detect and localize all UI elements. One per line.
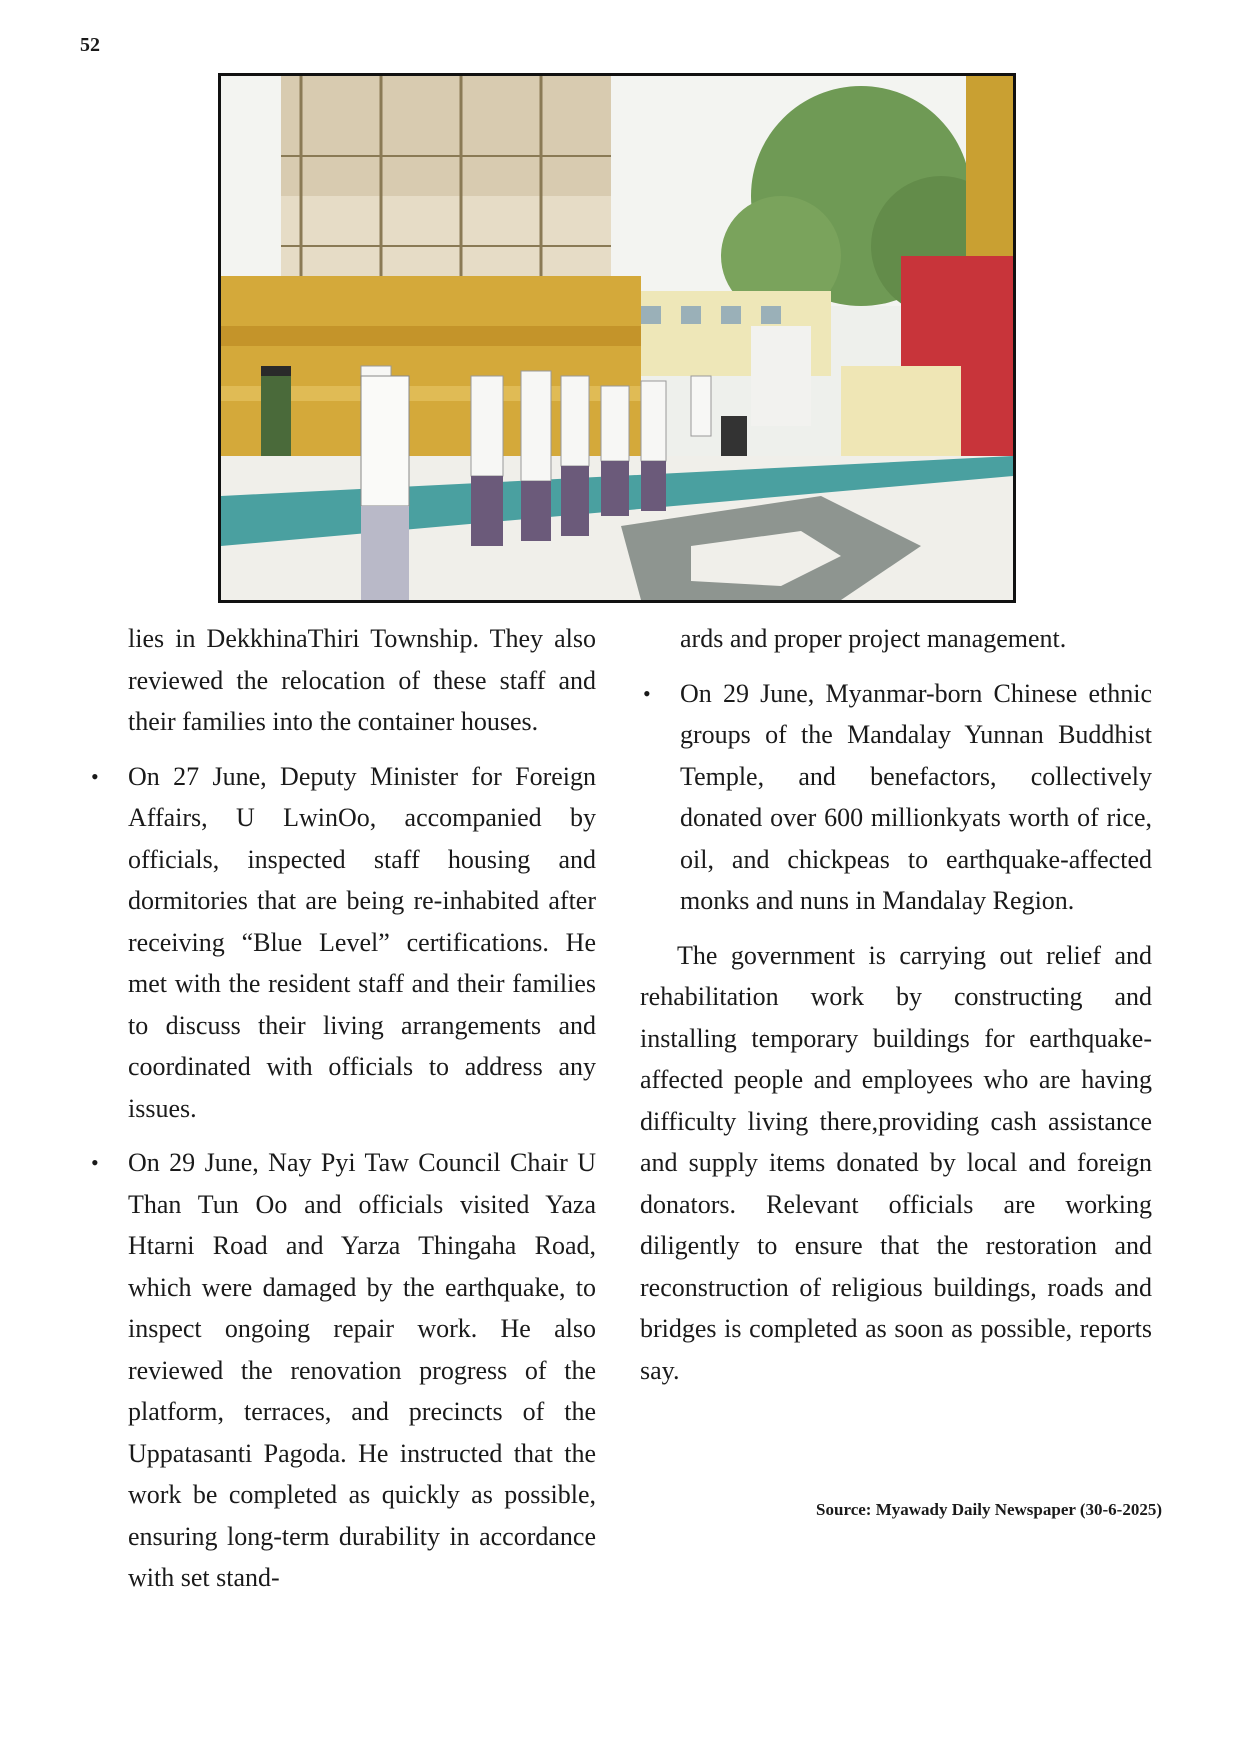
right-column	[640, 618, 1152, 1391]
left-continuation-paragraph: lies in DekkhinaThiri Township. They also reviewed the relocation of these staff and their families into the container houses.	[128, 624, 596, 736]
bullet-text: On 27 June, Deputy Minister for Foreign Affairs, U LwinOo, accompanied by officials, inspected staff housing and dormitories that are being re-inhabited after receiving “Blue Level” certifications. He met with the resident staff and their families to discuss their living arrangements and coordinated with officials to address any issues.	[128, 761, 596, 1123]
source-citation: Source: Myawady Daily Newspaper (30-6-2025)	[816, 1500, 1162, 1519]
bullet-item	[88, 1142, 596, 1599]
body-paragraph: The government is carrying out relief and rehabilitation work by constructing and installing temporary buildings for earthquake-affected people and employees who are having difficulty living there,providing cash assistance and supply items donated by local and foreign donators. Relevant officials are working diligently to ensure that the restoration and reconstruction of religious buildings, roads and bridges is completed as soon as possible, reports say.	[640, 940, 1152, 1385]
bullet-icon: •	[643, 680, 651, 706]
bullet-icon: •	[91, 763, 99, 789]
page-number: 52	[80, 34, 100, 56]
right-continuation-paragraph: ards and proper project management.	[680, 624, 1067, 653]
news-photo	[218, 73, 1016, 603]
bullet-icon: •	[91, 1150, 99, 1175]
bullet-text: On 29 June, Myanmar-born Chinese ethnic groups of the Mandalay Yunnan Buddhist Temple, and benefactors, collectively donated over 600 millionkyats worth of rice, oil, and chickpeas to earthquake-affected monks and nuns in Mandalay Region.	[680, 678, 1152, 915]
photo-icon	[221, 76, 1013, 600]
bullet-item	[88, 756, 596, 1130]
left-column	[88, 618, 596, 1612]
bullet-item	[640, 673, 1152, 922]
bullet-text: On 29 June, Nay Pyi Taw Council Chair U Than Tun Oo and officials visited Yaza Htarni Road and Yarza Thingaha Road, which were damaged by the earthquake, to inspect ongoing repair work. He also reviewed the renovation progress of the platform, terraces, and precincts of the Uppatasanti Pagoda. He instructed that the work be completed as quickly as possible, ensuring long-term durability in accordance with set stand-	[128, 1148, 596, 1592]
